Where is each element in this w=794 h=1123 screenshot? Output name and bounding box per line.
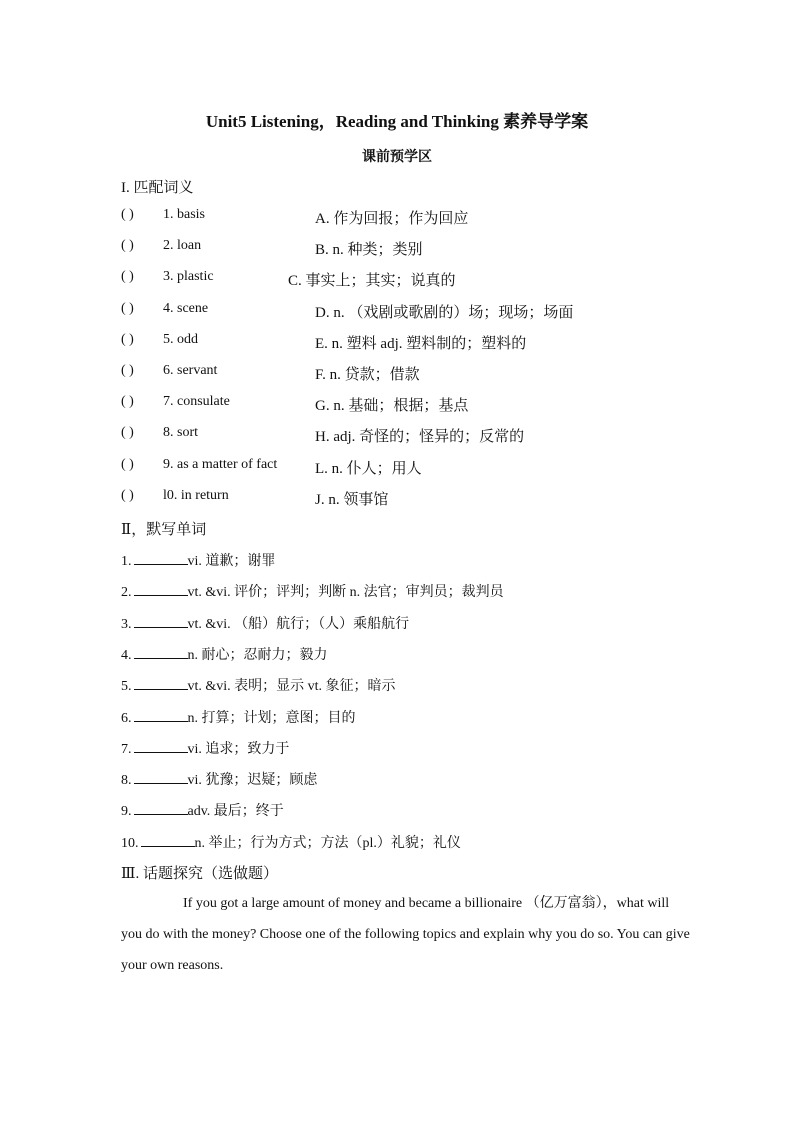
item-number: 9.: [121, 804, 132, 820]
item-number: 10.: [121, 835, 139, 851]
dictation-row: [121, 832, 461, 852]
vocab-definition: G. n. 基础；根据；基点: [315, 398, 469, 415]
dictation-row: [121, 613, 409, 633]
word-definition: adv. 最后；终于: [187, 804, 284, 820]
item-number: 7.: [121, 741, 132, 757]
page-title: Unit5 Listening，Reading and Thinking 素养导学案: [205, 112, 589, 131]
dictation-row: [121, 550, 275, 570]
dictation-row: [121, 707, 356, 727]
answer-bracket[interactable]: ( ): [121, 425, 134, 441]
answer-blank[interactable]: [134, 615, 188, 628]
item-number: 2.: [121, 585, 132, 601]
vocab-word: 5. odd: [163, 331, 198, 347]
word-definition: vt. &vi. 评价；评判；判断 n. 法官；审判员；裁判员: [187, 585, 504, 601]
answer-bracket[interactable]: ( ): [121, 269, 134, 285]
section-1-heading: I. 匹配词义: [121, 180, 194, 196]
answer-bracket[interactable]: ( ): [121, 238, 134, 254]
vocab-definition: B. n. 种类；类别: [315, 242, 423, 259]
word-definition: vi. 道歉；谢罪: [187, 554, 276, 569]
answer-bracket[interactable]: ( ): [121, 207, 134, 222]
vocab-definition: F. n. 贷款；借款: [315, 367, 420, 383]
answer-bracket[interactable]: ( ): [121, 331, 134, 347]
answer-blank[interactable]: [134, 677, 188, 690]
section-2-heading: Ⅱ，默写单词: [121, 522, 207, 538]
word-definition: n. 耐心；忍耐力；毅力: [187, 647, 328, 663]
paragraph-text: If you got a large amount of money and became a billionaire （亿万富翁），what will you do with the money? Choose one of the following topics and explain why you do so. You can give your own reasons.: [121, 896, 690, 973]
vocab-definition: L. n. 仆人；用人: [315, 460, 422, 477]
item-number: 8.: [121, 773, 132, 789]
vocab-word: 4. scene: [163, 300, 209, 316]
dictation-row: [121, 675, 396, 695]
item-number: 5.: [121, 679, 132, 695]
answer-blank[interactable]: [134, 771, 188, 784]
vocab-definition: H. adj. 奇怪的；怪异的；反常的: [315, 429, 525, 446]
answer-blank[interactable]: [134, 583, 188, 596]
dictation-row: [121, 800, 284, 820]
word-definition: n. 举止；行为方式；方法（pl.）礼貌；礼仪: [194, 835, 461, 851]
answer-bracket[interactable]: ( ): [121, 394, 134, 410]
word-definition: vi. 犹豫；迟疑；顾虑: [187, 773, 318, 789]
answer-blank[interactable]: [141, 834, 195, 847]
answer-bracket[interactable]: ( ): [121, 300, 134, 316]
vocab-word: l0. in return: [163, 487, 229, 503]
item-number: 4.: [121, 647, 132, 663]
vocab-word: 2. loan: [163, 238, 202, 254]
vocab-definition: C. 事实上；其实；说真的: [288, 273, 456, 290]
word-definition: n. 打算；计划；意图；目的: [187, 710, 356, 726]
answer-blank[interactable]: [134, 709, 188, 722]
answer-blank[interactable]: [134, 740, 188, 753]
dictation-row: [121, 581, 504, 601]
dictation-row: [121, 738, 289, 758]
item-number: 3.: [121, 616, 132, 632]
vocab-word: 9. as a matter of fact: [163, 456, 278, 472]
vocab-word: 1. basis: [163, 207, 205, 222]
vocab-word: 8. sort: [163, 425, 198, 441]
word-definition: vt. &vi. （船）航行；（人）乘船航行: [187, 616, 410, 632]
vocab-definition: A. 作为回报；作为回应: [315, 211, 469, 227]
dictation-row: [121, 644, 328, 664]
vocab-word: 6. servant: [163, 363, 218, 378]
word-definition: vi. 追求；致力于: [187, 741, 290, 757]
item-number: 1.: [121, 554, 132, 569]
topic-paragraph: [121, 888, 691, 981]
vocab-word: 7. consulate: [163, 394, 230, 410]
answer-bracket[interactable]: ( ): [121, 487, 134, 503]
page-subtitle: 课前预学区: [362, 150, 432, 165]
dictation-row: [121, 769, 317, 789]
answer-bracket[interactable]: ( ): [121, 456, 134, 472]
item-number: 6.: [121, 710, 132, 726]
vocab-definition: D. n. （戏剧或歌剧的）场；现场；场面: [315, 304, 574, 321]
section-3-heading: Ⅲ. 话题探究（选做题）: [121, 866, 278, 882]
answer-blank[interactable]: [134, 802, 188, 815]
vocab-word: 3. plastic: [163, 269, 214, 285]
vocab-definition: J. n. 领事馆: [315, 491, 389, 508]
answer-blank[interactable]: [134, 646, 188, 659]
answer-bracket[interactable]: ( ): [121, 363, 134, 378]
answer-blank[interactable]: [134, 552, 188, 565]
word-definition: vt. &vi. 表明；显示 vt. 象征；暗示: [187, 679, 396, 695]
vocab-definition: E. n. 塑料 adj. 塑料制的；塑料的: [315, 335, 527, 352]
